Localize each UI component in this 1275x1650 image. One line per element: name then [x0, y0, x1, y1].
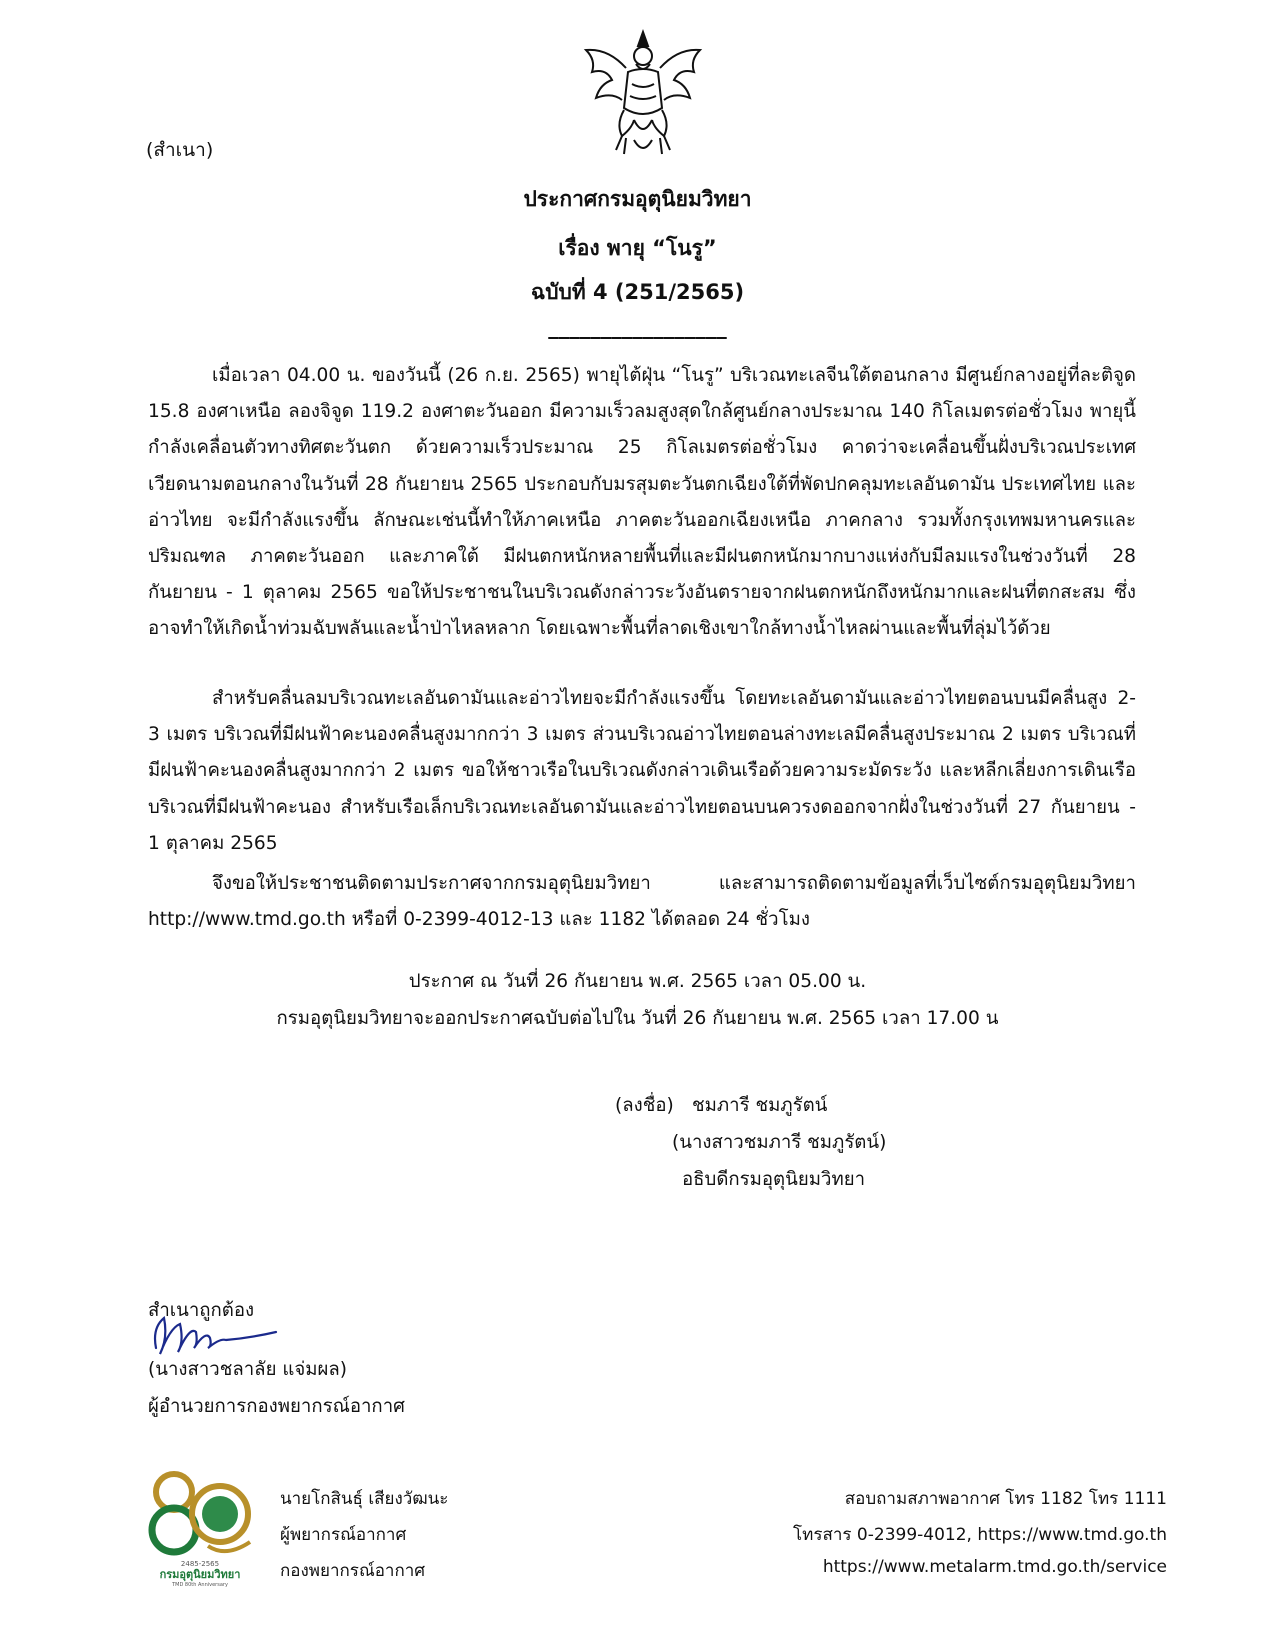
page-title: ประกาศกรมอุตุนิยมวิทยา [523, 187, 752, 211]
svg-text:TMD 80th Anniversary: TMD 80th Anniversary [172, 1582, 228, 1588]
garuda-emblem-icon [578, 28, 708, 160]
announcement-date: ประกาศ ณ วันที่ 26 กันยายน พ.ศ. 2565 เวลา 05.00 น. [408, 971, 867, 992]
metalarm-link[interactable]: https://www.metalarm.tmd.go.th/service [822, 1557, 1167, 1577]
next-issue-notice: กรมอุตุนิยมวิทยาจะออกประกาศฉบับต่อไปใน วันที่ 26 กันยายน พ.ศ. 2565 เวลา 17.00 น [276, 1008, 999, 1029]
certified-copy-label: สำเนาถูกต้อง [148, 1300, 255, 1321]
paragraph-storm-info: เมื่อเวลา 04.00 น. ของวันนี้ (26 ก.ย. 2565) พายุไต้ฝุ่น “โนรู” บริเวณทะเลจีนใต้ตอนกลาง มีศูนย์กลางอยู่ที่ละติจูด 15.8 องศาเหนือ ลองจิจูด 119.2 องศาตะวันออก มีความเร็วลมสูงสุดใกล้ศูนย์กลางประมาณ 140 กิโลเมตรต่อชั่วโมง พายุนี้กำลังเคลื่อนตัวทางทิศตะวันตก ด้วยความเร็วประมาณ 25 กิโลเมตรต่อชั่วโมง คาดว่าจะเคลื่อนขึ้นฝั่งบริเวณประเทศเวียดนามตอนกลางในวันที่ 28 กันยายน 2565 ประกอบกับมรสุมตะวันตกเฉียงใต้ที่พัดปกคลุมทะเลอันดามัน ประเทศไทย และอ่าวไทย จะมีกำลังแรงขึ้น ลักษณะเช่นนี้ทำให้ภาคเหนือ ภาคตะวันออกเฉียงเหนือ ภาคกลาง รวมทั้งกรุงเทพมหานครและปริมณฑล ภาคตะวันออก และภาคใต้ มีฝนตกหนักหลายพื้นที่และมีฝนตกหนักมากบางแห่งกับมีลมแรงในช่วงวันที่ 28 กันยายน - 1 ตุลาคม 2565 ขอให้ประชาชนในบริเวณดังกล่าวระวังอันตรายจากฝนตกหนักถึงหนักมากและฝนที่ตกสะสม ซึ่งอาจทำให้เกิดน้ำท่วมฉับพลันและน้ำป่าไหลหลาก โดยเฉพาะพื้นที่ลาดเชิงเขาใกล้ทางน้ำไหลผ่านและพื้นที่ลุ่มไว้ด้วย [148, 365, 1136, 640]
forecaster-division: กองพยากรณ์อากาศ [280, 1561, 426, 1581]
forecaster-position: ผู้พยากรณ์อากาศ [280, 1525, 407, 1545]
forecaster-name: นายโกสินธุ์ เสียงวัฒนะ [280, 1489, 449, 1509]
paragraph-contact: จึงขอให้ประชาชนติดตามประกาศจากกรมอุตุนิยมวิทยา และสามารถติดตามข้อมูลที่เว็บไซต์กรมอุตุนิยมวิทยา http://www.tmd.go.th หรือที่ 0-2399-4012-13 และ 1182 ได้ตลอด 24 ชั่วโมง [148, 873, 1136, 931]
signer-full-name: (นางสาวชมภารี ชมภูรัตน์) [672, 1132, 887, 1153]
tmd-80th-logo-icon [146, 1468, 254, 1588]
signer-name: ชมภารี ชมภูรัตน์ [692, 1095, 828, 1116]
signer-title: อธิบดีกรมอุตุนิยมวิทยา [682, 1169, 866, 1190]
certifier-name: (นางสาวชลาลัย แจ่มผล) [148, 1359, 348, 1380]
title-rule: _________________ [548, 315, 727, 339]
svg-text:2485-2565: 2485-2565 [180, 1560, 220, 1568]
paragraph-sea-conditions: สำหรับคลื่นลมบริเวณทะเลอันดามันและอ่าวไทยจะมีกำลังแรงขึ้น โดยทะเลอันดามันและอ่าวไทยตอนบนมีคลื่นสูง 2-3 เมตร บริเวณที่มีฝนฟ้าคะนองคลื่นสูงมากกว่า 3 เมตร ส่วนบริเวณอ่าวไทยตอนล่างทะเลมีคลื่นสูงประมาณ 2 เมตร บริเวณที่มีฝนฟ้าคะนองคลื่นสูงมากกว่า 2 เมตร ขอให้ชาวเรือในบริเวณดังกล่าวเดินเรือด้วยความระมัดระวัง และหลีกเลี่ยงการเดินเรือบริเวณที่มีฝนฟ้าคะนอง สำหรับเรือเล็กบริเวณทะเลอันดามันและอ่าวไทยตอนบนควรงดออกจากฝั่งในช่วงวันที่ 27 กันยายน - 1 ตุลาคม 2565 [148, 688, 1136, 854]
signature-label: (ลงชื่อ) [615, 1095, 674, 1116]
weather-hotline: สอบถามสภาพอากาศ โทร 1182 โทร 1111 [844, 1489, 1167, 1509]
copy-mark: (สำเนา) [146, 139, 214, 161]
issue-number: ฉบับที่ 4 (251/2565) [530, 280, 745, 304]
subject-line: เรื่อง พายุ “โนรู” [558, 236, 717, 260]
fax-and-website: โทรสาร 0-2399-4012, https://www.tmd.go.th [793, 1525, 1167, 1545]
handwritten-signature [150, 1308, 280, 1360]
certifier-title: ผู้อำนวยการกองพยากรณ์อากาศ [148, 1396, 405, 1417]
svg-text:กรมอุตุนิยมวิทยา: กรมอุตุนิยมวิทยา [159, 1568, 241, 1581]
